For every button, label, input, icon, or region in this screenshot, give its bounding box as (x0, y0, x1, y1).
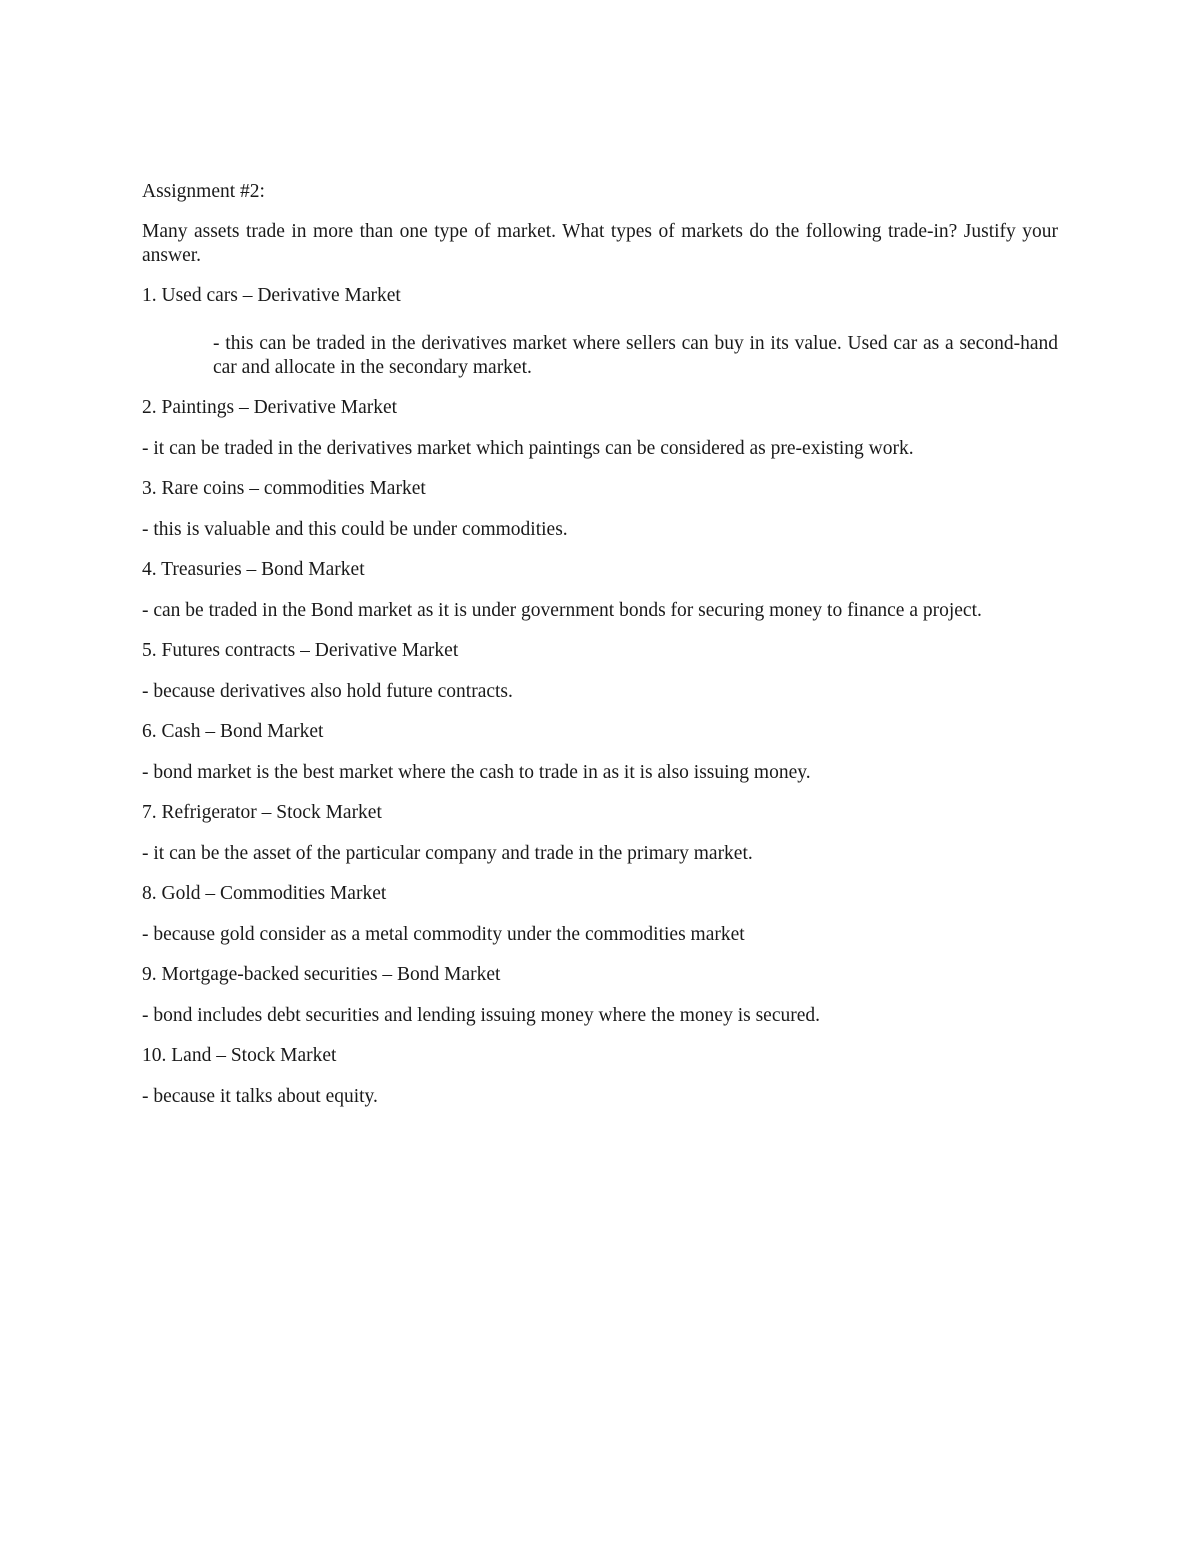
list-item (142, 284, 1058, 380)
item-heading: 7. Refrigerator – Stock Market (142, 802, 382, 823)
list-item (142, 963, 1058, 1028)
item-answer: - because gold consider as a metal commodity under the commodities market (142, 924, 745, 945)
item-heading: 9. Mortgage-backed securities – Bond Market (142, 964, 501, 985)
list-item (142, 477, 1058, 542)
item-answer: - bond market is the best market where the cash to trade in as it is also issuing money. (142, 762, 811, 783)
item-answer: - because it talks about equity. (142, 1086, 378, 1107)
list-item (142, 396, 1058, 461)
item-heading: 3. Rare coins – commodities Market (142, 478, 426, 499)
assignment-title: Assignment #2: (142, 181, 265, 202)
list-item (142, 1044, 1058, 1109)
item-heading: 10. Land – Stock Market (142, 1045, 337, 1066)
document-page (142, 180, 1058, 1125)
item-answer: - it can be the asset of the particular company and trade in the primary market. (142, 843, 753, 864)
list-item (142, 720, 1058, 785)
item-heading: 6. Cash – Bond Market (142, 721, 324, 742)
item-heading: 5. Futures contracts – Derivative Market (142, 640, 459, 661)
list-item (142, 558, 1058, 623)
item-heading: 1. Used cars – Derivative Market (142, 285, 401, 306)
item-heading: 2. Paintings – Derivative Market (142, 397, 398, 418)
assignment-intro: Many assets trade in more than one type of market. What types of markets do the following trade-in? Justify your answer. (142, 221, 1058, 266)
item-answer: - this is valuable and this could be under commodities. (142, 519, 568, 540)
list-item (142, 639, 1058, 704)
list-item (142, 882, 1058, 947)
item-answer: - bond includes debt securities and lending issuing money where the money is secured. (142, 1005, 821, 1026)
item-answer: - it can be traded in the derivatives market which paintings can be considered as pre-existing work. (142, 438, 914, 459)
item-answer: - because derivatives also hold future contracts. (142, 681, 513, 702)
item-heading: 8. Gold – Commodities Market (142, 883, 387, 904)
item-answer: - this can be traded in the derivatives market where sellers can buy in its value. Used car as a second-hand car and allocate in the secondary market. (213, 333, 1058, 378)
list-item (142, 801, 1058, 866)
item-answer: - can be traded in the Bond market as it is under government bonds for securing money to finance a project. (142, 600, 982, 621)
item-heading: 4. Treasuries – Bond Market (142, 559, 365, 580)
